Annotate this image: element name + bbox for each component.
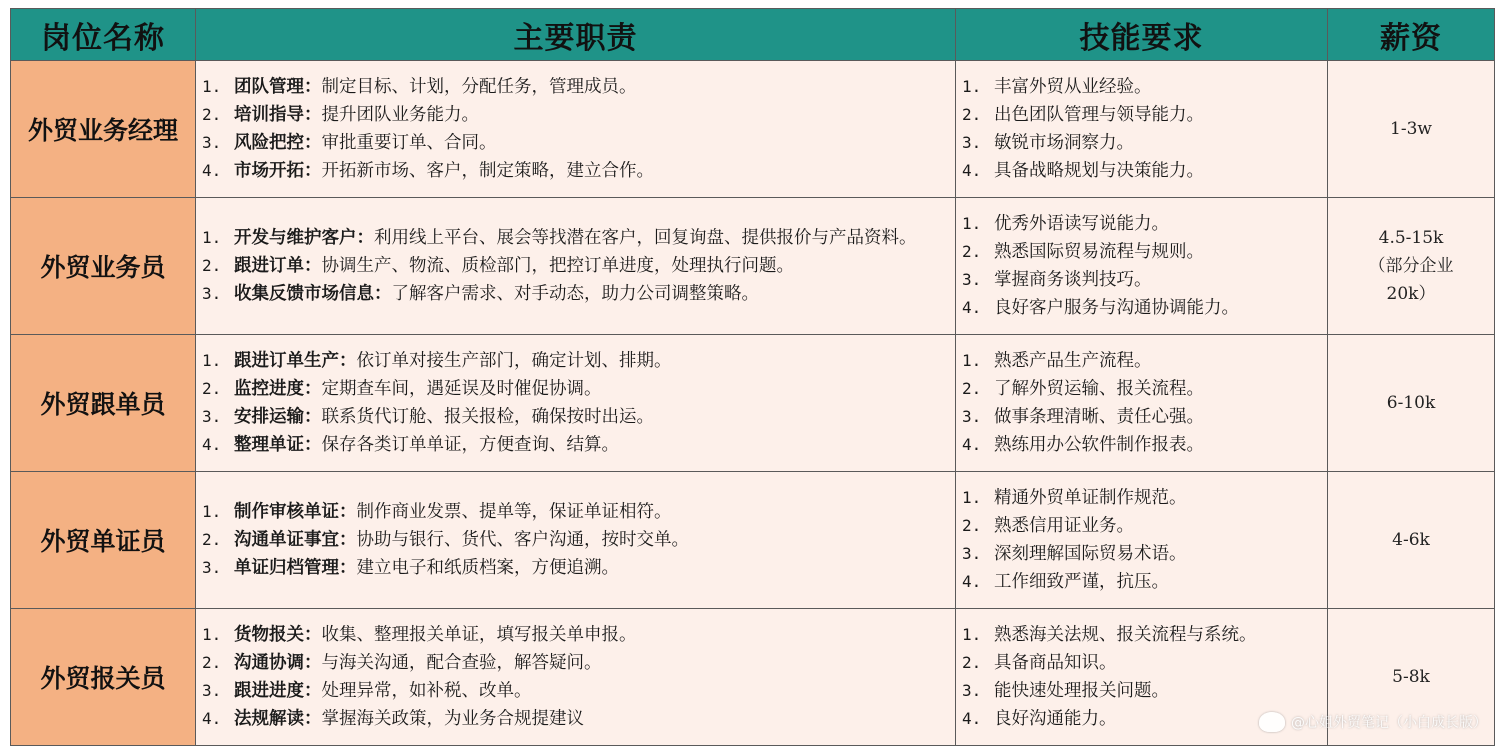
skill-text: 优秀外语读写说能力。 xyxy=(994,214,1169,234)
salary-cell xyxy=(1328,609,1495,746)
duty-keyword: 制作审核单证： xyxy=(234,502,357,522)
skill-text: 良好客户服务与沟通协调能力。 xyxy=(994,298,1239,318)
duties-cell xyxy=(196,198,956,335)
skill-item xyxy=(962,512,1321,540)
skill-item xyxy=(962,403,1321,431)
duty-item xyxy=(202,129,949,157)
duty-keyword: 跟进进度： xyxy=(234,681,322,701)
duty-item xyxy=(202,621,949,649)
duty-text: 联系货代订舱、报关报检，确保按时出运。 xyxy=(321,407,654,427)
skills-cell xyxy=(956,198,1328,335)
duty-item xyxy=(202,73,949,101)
duty-keyword: 跟进订单： xyxy=(234,256,322,276)
duty-item xyxy=(202,101,949,129)
skill-item xyxy=(962,484,1321,512)
duty-text: 提升团队业务能力。 xyxy=(321,105,479,125)
duties-list xyxy=(202,73,949,185)
skills-list xyxy=(962,484,1321,596)
item-number: 4. xyxy=(962,709,982,728)
duty-item xyxy=(202,649,949,677)
salary-line: 1-3w xyxy=(1390,119,1432,139)
duty-text: 与海关沟通，配合查验，解答疑问。 xyxy=(321,653,602,673)
skill-text: 熟悉国际贸易流程与规则。 xyxy=(994,242,1204,262)
item-number: 4. xyxy=(202,161,222,180)
duties-cell xyxy=(196,335,956,472)
header-row xyxy=(11,9,1495,61)
duty-text: 保存各类订单单证，方便查询、结算。 xyxy=(321,435,619,455)
skills-cell xyxy=(956,335,1328,472)
salary-line: 20k） xyxy=(1386,284,1436,304)
skill-text: 精通外贸单证制作规范。 xyxy=(994,488,1187,508)
duty-text: 制定目标、计划，分配任务，管理成员。 xyxy=(321,77,637,97)
skills-cell xyxy=(956,472,1328,609)
duties-list xyxy=(202,621,949,733)
item-number: 2. xyxy=(202,379,222,398)
salary-cell xyxy=(1328,335,1495,472)
duty-text: 制作商业发票、提单等，保证单证相符。 xyxy=(356,502,672,522)
duty-keyword: 法规解读： xyxy=(234,709,322,729)
table-row xyxy=(11,61,1495,198)
item-number: 4. xyxy=(202,435,222,454)
duty-item xyxy=(202,252,949,280)
salary-line: 4-6k xyxy=(1392,530,1430,550)
item-number: 2. xyxy=(962,242,982,261)
header-duties: 主要职责 xyxy=(196,9,956,61)
duty-keyword: 开发与维护客户： xyxy=(234,228,374,248)
skills-cell xyxy=(956,61,1328,198)
skill-text: 丰富外贸从业经验。 xyxy=(994,77,1152,97)
duty-keyword: 收集反馈市场信息： xyxy=(234,284,392,304)
duty-item xyxy=(202,403,949,431)
duty-keyword: 沟通单证事宜： xyxy=(234,530,357,550)
duty-item xyxy=(202,498,949,526)
item-number: 2. xyxy=(202,256,222,275)
skill-item xyxy=(962,294,1321,322)
skill-text: 掌握商务谈判技巧。 xyxy=(994,270,1152,290)
skill-item xyxy=(962,266,1321,294)
salary-line: （部分企业 xyxy=(1368,256,1454,276)
duty-keyword: 市场开拓： xyxy=(234,161,322,181)
job-name-cell: 外贸报关员 xyxy=(11,609,196,746)
duty-text: 定期查车间，遇延误及时催促协调。 xyxy=(321,379,602,399)
skill-text: 做事条理清晰、责任心强。 xyxy=(994,407,1204,427)
skill-text: 熟练用办公软件制作报表。 xyxy=(994,435,1204,455)
item-number: 3. xyxy=(202,133,222,152)
item-number: 1. xyxy=(962,625,982,644)
skill-item xyxy=(962,431,1321,459)
job-name-cell: 外贸业务经理 xyxy=(11,61,196,198)
skill-text: 良好沟通能力。 xyxy=(994,709,1117,729)
duty-item xyxy=(202,526,949,554)
duty-item xyxy=(202,677,949,705)
skill-text: 了解外贸运输、报关流程。 xyxy=(994,379,1204,399)
item-number: 2. xyxy=(962,516,982,535)
skill-text: 熟悉信用证业务。 xyxy=(994,516,1134,536)
skills-list xyxy=(962,621,1321,733)
table-row xyxy=(11,609,1495,746)
duty-keyword: 跟进订单生产： xyxy=(234,351,357,371)
duty-text: 建立电子和纸质档案，方便追溯。 xyxy=(356,558,619,578)
skill-item xyxy=(962,621,1321,649)
item-number: 4. xyxy=(202,709,222,728)
item-number: 1. xyxy=(202,502,222,521)
item-number: 4. xyxy=(962,298,982,317)
item-number: 1. xyxy=(962,351,982,370)
table-row xyxy=(11,472,1495,609)
skill-text: 敏锐市场洞察力。 xyxy=(994,133,1134,153)
skill-item xyxy=(962,568,1321,596)
item-number: 2. xyxy=(962,653,982,672)
skill-item xyxy=(962,210,1321,238)
duty-item xyxy=(202,224,949,252)
duty-item xyxy=(202,431,949,459)
item-number: 2. xyxy=(962,379,982,398)
item-number: 1. xyxy=(962,488,982,507)
skill-text: 熟悉产品生产流程。 xyxy=(994,351,1152,371)
salary-line: 5-8k xyxy=(1392,667,1430,687)
skill-item xyxy=(962,73,1321,101)
skill-text: 熟悉海关法规、报关流程与系统。 xyxy=(994,625,1257,645)
item-number: 1. xyxy=(202,77,222,96)
item-number: 3. xyxy=(202,407,222,426)
skill-item xyxy=(962,101,1321,129)
item-number: 2. xyxy=(962,105,982,124)
duty-text: 开拓新市场、客户，制定策略，建立合作。 xyxy=(321,161,654,181)
duty-text: 协助与银行、货代、客户沟通，按时交单。 xyxy=(356,530,689,550)
item-number: 1. xyxy=(202,228,222,247)
skill-text: 工作细致严谨，抗压。 xyxy=(994,572,1169,592)
duty-keyword: 单证归档管理： xyxy=(234,558,357,578)
duties-cell xyxy=(196,472,956,609)
salary-line: 6-10k xyxy=(1386,393,1436,413)
item-number: 4. xyxy=(962,161,982,180)
item-number: 1. xyxy=(962,77,982,96)
skill-item xyxy=(962,677,1321,705)
skill-item xyxy=(962,705,1321,733)
salary-cell xyxy=(1328,472,1495,609)
skill-item xyxy=(962,238,1321,266)
item-number: 3. xyxy=(962,681,982,700)
duties-cell xyxy=(196,61,956,198)
duty-item xyxy=(202,375,949,403)
duty-item xyxy=(202,280,949,308)
duty-text: 掌握海关政策，为业务合规提建议 xyxy=(321,709,584,729)
skill-item xyxy=(962,129,1321,157)
duty-keyword: 风险把控： xyxy=(234,133,322,153)
item-number: 3. xyxy=(202,284,222,303)
item-number: 1. xyxy=(962,214,982,233)
duty-keyword: 沟通协调： xyxy=(234,653,322,673)
duty-keyword: 监控进度： xyxy=(234,379,322,399)
duties-list xyxy=(202,224,949,308)
item-number: 4. xyxy=(962,435,982,454)
duty-item xyxy=(202,705,949,733)
duties-list xyxy=(202,347,949,459)
item-number: 3. xyxy=(202,558,222,577)
duty-keyword: 培训指导： xyxy=(234,105,322,125)
skills-cell xyxy=(956,609,1328,746)
skill-item xyxy=(962,157,1321,185)
duty-keyword: 货物报关： xyxy=(234,625,322,645)
skill-item xyxy=(962,649,1321,677)
header-job-name: 岗位名称 xyxy=(11,9,196,61)
item-number: 2. xyxy=(202,653,222,672)
duty-text: 协调生产、物流、质检部门，把控订单进度，处理执行问题。 xyxy=(321,256,794,276)
job-name-cell: 外贸业务员 xyxy=(11,198,196,335)
skill-text: 深刻理解国际贸易术语。 xyxy=(994,544,1187,564)
watermark-text: @心姐外贸笔记（小白成长版） xyxy=(1291,715,1487,731)
skill-item xyxy=(962,347,1321,375)
skill-item xyxy=(962,375,1321,403)
duty-item xyxy=(202,554,949,582)
duty-keyword: 整理单证： xyxy=(234,435,322,455)
job-name-cell: 外贸单证员 xyxy=(11,472,196,609)
skills-list xyxy=(962,210,1321,322)
duty-text: 收集、整理报关单证，填写报关单申报。 xyxy=(321,625,637,645)
salary-cell xyxy=(1328,61,1495,198)
item-number: 3. xyxy=(202,681,222,700)
item-number: 3. xyxy=(962,544,982,563)
job-name-cell: 外贸跟单员 xyxy=(11,335,196,472)
item-number: 3. xyxy=(962,270,982,289)
skill-text: 具备战略规划与决策能力。 xyxy=(994,161,1204,181)
duty-keyword: 安排运输： xyxy=(234,407,322,427)
skill-item xyxy=(962,540,1321,568)
table-row xyxy=(11,198,1495,335)
item-number: 1. xyxy=(202,351,222,370)
duty-text: 了解客户需求、对手动态，助力公司调整策略。 xyxy=(391,284,759,304)
job-table xyxy=(10,8,1495,746)
duty-text: 审批重要订单、合同。 xyxy=(321,133,497,153)
salary-cell xyxy=(1328,198,1495,335)
skills-list xyxy=(962,347,1321,459)
skill-text: 具备商品知识。 xyxy=(994,653,1117,673)
item-number: 2. xyxy=(202,530,222,549)
duties-cell xyxy=(196,609,956,746)
table-row xyxy=(11,335,1495,472)
item-number: 3. xyxy=(962,133,982,152)
item-number: 4. xyxy=(962,572,982,591)
duties-list xyxy=(202,498,949,582)
item-number: 1. xyxy=(202,625,222,644)
item-number: 3. xyxy=(962,407,982,426)
duty-text: 依订单对接生产部门，确定计划、排期。 xyxy=(356,351,672,371)
header-skills: 技能要求 xyxy=(956,9,1328,61)
skill-text: 能快速处理报关问题。 xyxy=(994,681,1169,701)
duty-keyword: 团队管理： xyxy=(234,77,322,97)
duty-item xyxy=(202,347,949,375)
table-body xyxy=(11,61,1495,746)
header-salary: 薪资 xyxy=(1328,9,1495,61)
skill-text: 出色团队管理与领导能力。 xyxy=(994,105,1204,125)
salary-line: 4.5-15k xyxy=(1378,228,1444,248)
duty-text: 处理异常，如补税、改单。 xyxy=(321,681,532,701)
duty-item xyxy=(202,157,949,185)
skills-list xyxy=(962,73,1321,185)
item-number: 2. xyxy=(202,105,222,124)
duty-text: 利用线上平台、展会等找潜在客户，回复询盘、提供报价与产品资料。 xyxy=(374,228,917,248)
